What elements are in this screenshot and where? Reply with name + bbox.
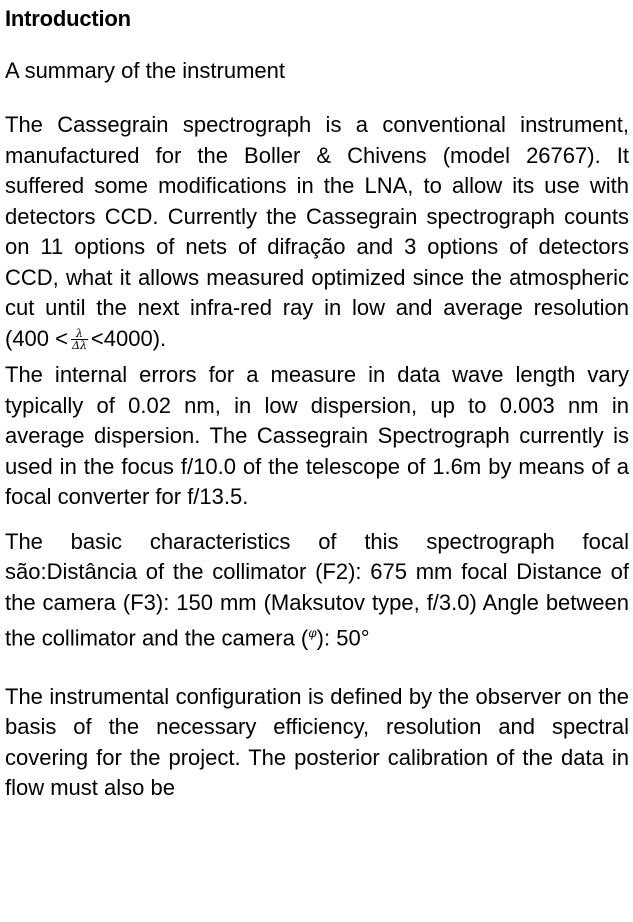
fraction-denominator: Δλ — [72, 339, 87, 353]
lambda-fraction — [71, 328, 88, 351]
paragraph-instrument-description — [5, 110, 629, 354]
paragraph-text: The basic characteristics of this spectrograph focal são:Distância of the collimator (F2): 675 mm focal Distance of the camera (F3): 150 mm (Maksutov type, f/3.0) Angle between the collimator and the camera ( — [5, 528, 629, 651]
paragraph-configuration: The instrumental configuration is defined by the observer on the basis of the necessary efficiency, resolution and spectral covering for the project. The posterior calibration of the data in flow must also be — [5, 683, 629, 801]
paragraph-characteristics — [5, 527, 629, 654]
section-subheading: A summary of the instrument — [5, 58, 285, 83]
angle-symbol: φ — [308, 626, 317, 640]
section-heading: Introduction — [5, 6, 131, 31]
document-page — [5, 0, 629, 804]
fraction-numerator: λ — [71, 328, 88, 340]
paragraph-internal-errors: The internal errors for a measure in data wave length vary typically of 0.02 nm, in low dispersion, up to 0.003 nm in average dispersion. The Cassegrain Spectrograph currently is used in the focus f/10.0 of the telescope of 1.6m by means of a focal converter for f/13.5. — [5, 362, 629, 509]
paragraph-text-end: ): 50° — [316, 625, 370, 651]
paragraph-text: The Cassegrain spectrograph is a conventional instrument, manufactured for the Boller & Chivens (model 26767). It suffered some modifications in the LNA, to allow its use with detectors CCD. Currently the Cassegrain spectrograph counts on 11 options of nets of difração and 3 options of detectors CCD, what it allows measured optimized since the atmospheric cut until the next infra-red ray in low and average resolution (400 < — [5, 112, 629, 351]
paragraph-text-end: <4000). — [90, 325, 167, 351]
